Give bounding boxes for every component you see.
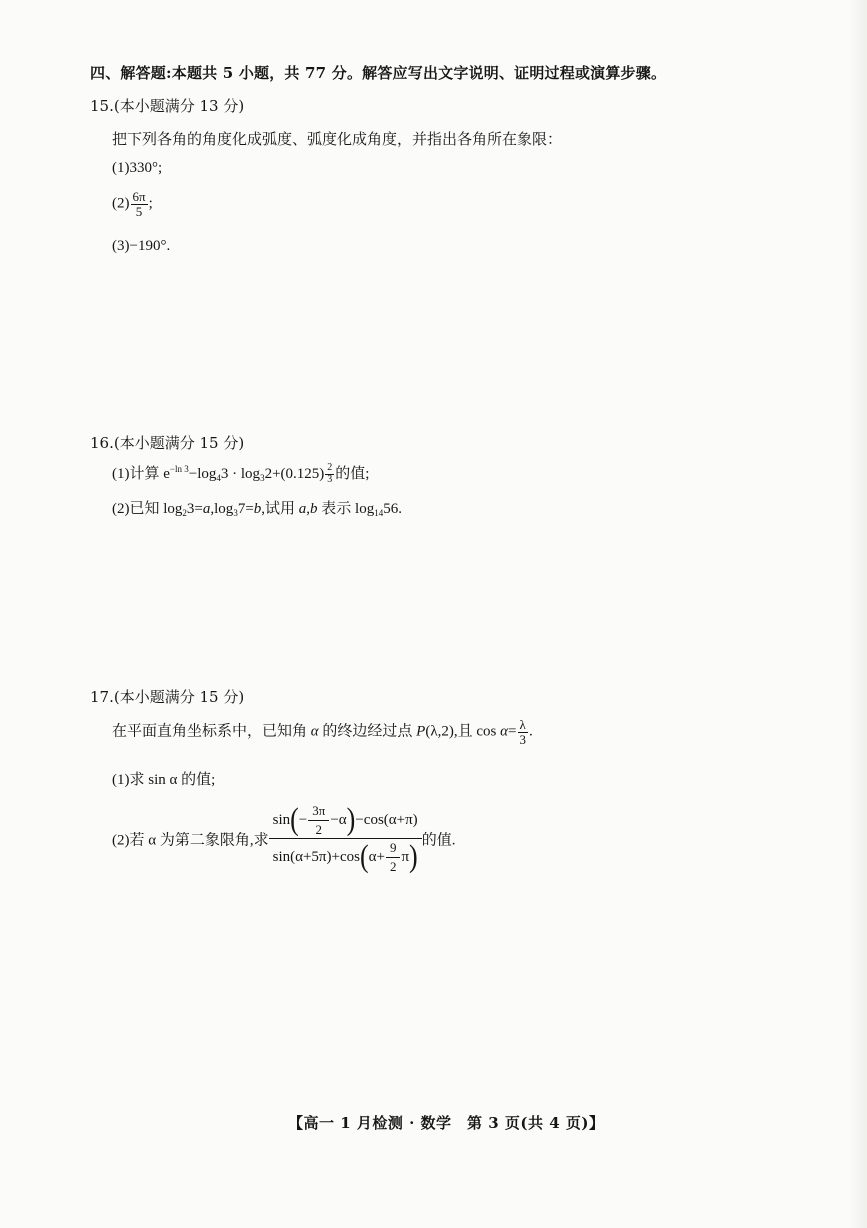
q15-frac-den: 5: [135, 203, 143, 219]
section-header: 四、解答题:本题共 5 小题，共 77 分。解答应写出文字说明、证明过程或演算步骤。: [90, 64, 667, 82]
q15-title: 15.(本小题满分 13 分): [90, 97, 245, 115]
q15-part3: (3)−190°.: [112, 238, 171, 254]
q15-frac-num: 6π: [132, 189, 146, 204]
q17-expression: sin ( − $\frac{3\pi}{2}$ −α ) −cos(α+π) sin(α+5π)+cos ( α+ $\frac{9}{2}$ π ): [269, 804, 422, 874]
q17-title: 17.(本小题满分 15 分): [90, 688, 245, 706]
q17-part1: (1)求 sin α 的值;: [112, 772, 216, 788]
q15-part2: (2) $\frac{6\pi}{5}$ ;: [112, 189, 153, 219]
q16-part2: (2)已知 $\log_23=a,\log_37=b$,试用 a,b 表示 $\log_{14}56$.: [112, 501, 402, 518]
q17-frac-num: λ: [519, 717, 526, 732]
q16-part1: (1)计算 $e^{-ln 3}-\log_43 \cdot \log_32+(0.125)$ $\frac{2}{3}$ 的值;: [112, 462, 370, 485]
q15-intro: 把下列各角的角度化成弧度、弧度化成角度，并指出各角所在象限：: [112, 130, 563, 148]
q15-part1: (1)330°;: [112, 160, 163, 176]
q16-title: 16.(本小题满分 15 分): [90, 434, 245, 452]
q17-frac-den: 3: [519, 731, 526, 747]
q17-part2: (2)若 α 为第二象限角,求 sin ( − $\frac{3\pi}{2}$ −α ) −cos(α+π) sin(α+5π)+cos ( α+ $\frac{9}{2}$ π ) 的值.: [112, 802, 456, 875]
q17-intro: 在平面直角坐标系中，已知角 α 的终边经过点 P(λ,2),且 cos α= $\frac{\lambda}{3}$ .: [112, 717, 533, 747]
page-edge-shadow: [849, 0, 867, 1228]
page-footer: 【高一 1 月检测 · 数学 第 3 页(共 4 页)】: [288, 1114, 605, 1132]
